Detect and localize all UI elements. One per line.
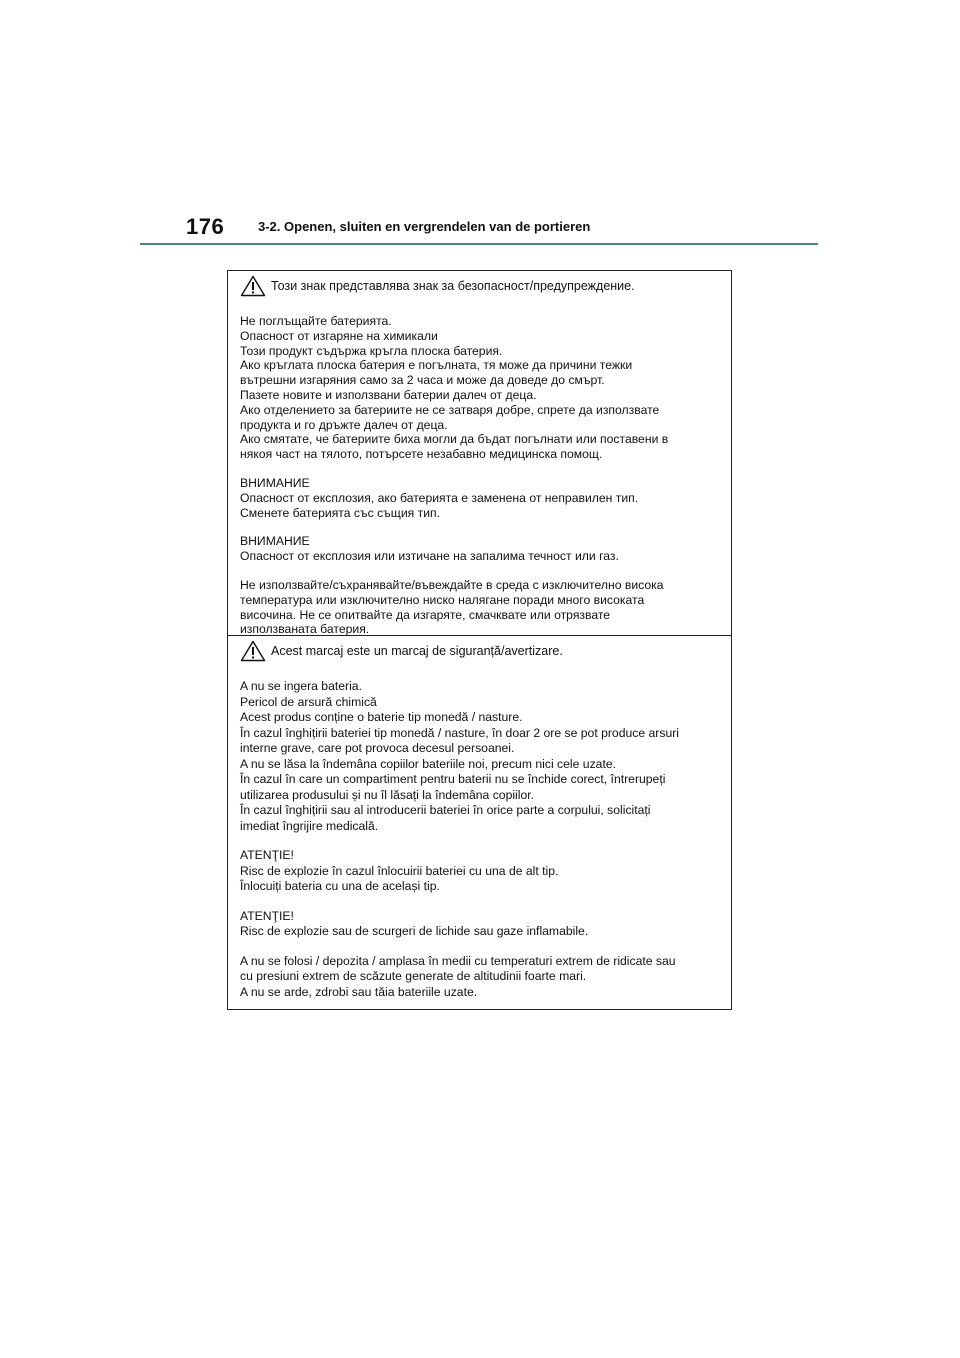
text-line: Acest produs conține o baterie tip monedă / nasture. bbox=[240, 710, 523, 724]
text-line: Не използвайте/съхранявайте/въвеждайте в среда с изключително висока bbox=[240, 577, 664, 592]
text-line: Ако отделението за батериите не се затваря добре, спрете да използвате bbox=[240, 402, 660, 417]
text-line: A nu se ingera bateria. bbox=[240, 679, 362, 693]
text-line: използваната батерия. bbox=[240, 622, 370, 637]
header-divider bbox=[140, 243, 818, 245]
romanian-paragraph bbox=[240, 954, 719, 1001]
romanian-paragraph bbox=[240, 679, 719, 834]
text-line: Înlocuiți bateria cu una de același tip. bbox=[240, 879, 440, 893]
text-line: продукта и го дръжте далеч от деца. bbox=[240, 417, 448, 432]
bulgarian-paragraph bbox=[240, 476, 719, 520]
text-line: ВНИМАНИЕ bbox=[240, 475, 310, 490]
text-line: някоя част на тялото, потърсете незабавно медицинска помощ. bbox=[240, 447, 603, 462]
bulgarian-warning-panel bbox=[228, 271, 731, 635]
text-line: ВНИМАНИЕ bbox=[240, 534, 310, 549]
text-line: Опасност от изгаряне на химикали bbox=[240, 328, 438, 343]
bulgarian-paragraph bbox=[240, 534, 719, 564]
text-line: Пазете новите и използвани батерии далеч от деца. bbox=[240, 387, 537, 402]
text-line: În cazul înghițirii sau al introducerii bateriei în orice parte a corpului, solicitați bbox=[240, 803, 651, 817]
text-line: температура или изключително ниско налягане поради много високата bbox=[240, 592, 645, 607]
page-number: 176 bbox=[186, 214, 225, 239]
text-line: Този продукт съдържа кръгла плоска батерия. bbox=[240, 343, 503, 358]
text-line: A nu se lăsa la îndemâna copiilor bateriile noi, precum nici cele uzate. bbox=[240, 756, 616, 771]
text-line: utilizarea produsului și nu îl lăsați la îndemâna copiilor. bbox=[240, 787, 535, 802]
text-line: Опасност от експлозия, ако батерията е заменена от неправилен тип. bbox=[240, 490, 639, 505]
bulgarian-paragraph bbox=[240, 578, 719, 637]
text-line: Pericol de arsură chimică bbox=[240, 694, 377, 709]
text-line: A nu se arde, zdrobi sau tăia bateriile uzate. bbox=[240, 984, 478, 999]
text-line: Ако смятате, че батериите биха могли да бъдат погълнати или поставени в bbox=[240, 432, 669, 447]
romanian-warning-panel bbox=[228, 635, 731, 1009]
text-line: În cazul în care un compartiment pentru baterii nu se închide corect, întrerupeți bbox=[240, 772, 666, 786]
romanian-heading bbox=[240, 637, 719, 665]
bulgarian-heading-text: Този знак представлява знак за безопасност/предупреждение. bbox=[271, 279, 635, 293]
bulgarian-paragraph bbox=[240, 314, 719, 462]
warning-triangle-icon bbox=[240, 640, 266, 662]
text-line: височина. Не се опитвайте да изгаряте, смачквате или отрязвате bbox=[240, 607, 611, 622]
text-line: Сменете батерията със същия тип. bbox=[240, 505, 440, 520]
text-line: cu presiuni extrem de scăzute generate de altitudinii foarte mari. bbox=[240, 969, 587, 983]
text-line: Risc de explozie sau de scurgeri de lichide sau gaze inflamabile. bbox=[240, 924, 589, 938]
text-line: Ако кръглата плоска батерия е погълната, тя може да причини тежки bbox=[240, 358, 633, 373]
warning-box bbox=[227, 270, 732, 1010]
text-line: În cazul înghițirii bateriei tip monedă / nasture, în doar 2 ore se pot produce arsuri bbox=[240, 725, 679, 740]
text-line: вътрешни изгаряния само за 2 часа и може да доведе до смърт. bbox=[240, 373, 605, 388]
text-line: ATENŢIE! bbox=[240, 848, 294, 862]
text-line: Не поглъщайте батерията. bbox=[240, 314, 392, 328]
text-line: imediat îngrijire medicală. bbox=[240, 818, 379, 833]
text-line: interne grave, care pot provoca decesul persoanei. bbox=[240, 741, 515, 755]
romanian-paragraph bbox=[240, 848, 719, 895]
text-line: Опасност от експлозия или изтичане на запалима течност или газ. bbox=[240, 549, 619, 564]
romanian-paragraph bbox=[240, 909, 719, 940]
text-line: Risc de explozie în cazul înlocuirii bateriei cu una de alt tip. bbox=[240, 863, 559, 878]
warning-triangle-icon bbox=[240, 275, 266, 297]
romanian-heading-text: Acest marcaj este un marcaj de siguranță/avertizare. bbox=[271, 644, 563, 658]
text-line: ATENŢIE! bbox=[240, 908, 294, 923]
section-title: 3-2. Openen, sluiten en vergrendelen van de portieren bbox=[258, 219, 591, 234]
text-line: A nu se folosi / depozita / amplasa în medii cu temperaturi extrem de ridicate sau bbox=[240, 953, 676, 968]
bulgarian-heading bbox=[240, 272, 719, 300]
